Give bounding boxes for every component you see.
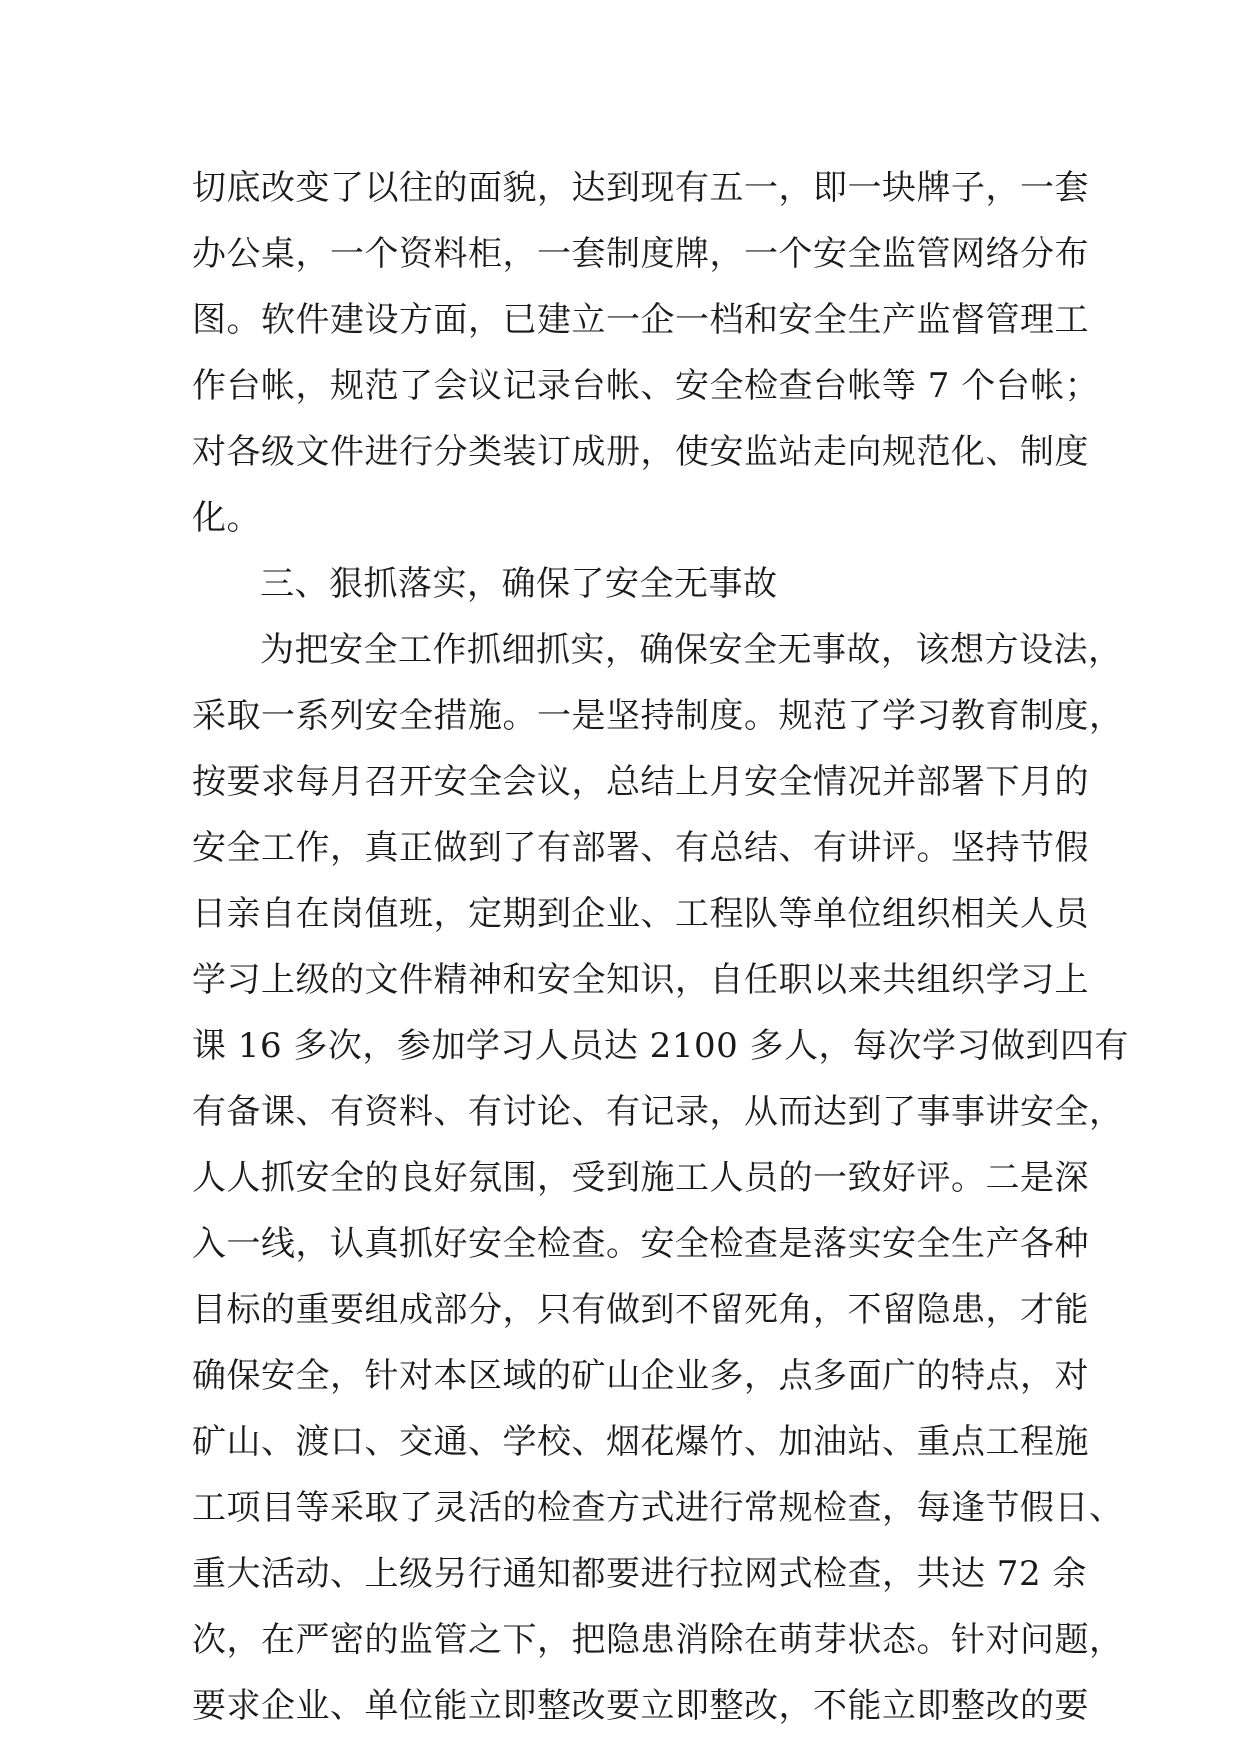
text-line: 目标的重要组成部分，只有做到不留死角，不留隐患，才能 [192,1290,1089,1330]
text-line: 矿山、渡口、交通、学校、烟花爆竹、加油站、重点工程施 [192,1422,1089,1462]
text-line: 按要求每月召开安全会议，总结上月安全情况并部署下月的 [192,762,1089,802]
text-line: 日亲自在岗值班，定期到企业、工程队等单位组织相关人员 [192,894,1089,934]
text-line: 采取一系列安全措施。一是坚持制度。规范了学习教育制度， [192,696,1124,736]
text-line: 作台帐，规范了会议记录台帐、安全检查台帐等 7 个台帐； [192,366,1100,406]
text-line: 工项目等采取了灵活的检查方式进行常规检查，每逢节假日、 [192,1488,1124,1528]
text-line: 安全工作，真正做到了有部署、有总结、有讲评。坚持节假 [192,828,1089,868]
section-heading: 三、狠抓落实，确保了安全无事故 [260,564,778,604]
text-line: 入一线，认真抓好安全检查。安全检查是落实安全生产各种 [192,1224,1089,1264]
text-line: 办公桌，一个资料柜，一套制度牌，一个安全监管网络分布 [192,234,1089,274]
text-line: 确保安全，针对本区域的矿山企业多，点多面广的特点，对 [192,1356,1089,1396]
text-line: 有备课、有资料、有讨论、有记录，从而达到了事事讲安全， [192,1092,1124,1132]
text-line: 图。软件建设方面，已建立一企一档和安全生产监督管理工 [192,300,1089,340]
text-line: 对各级文件进行分类装订成册，使安监站走向规范化、制度 [192,432,1089,472]
text-line: 次，在严密的监管之下，把隐患消除在萌芽状态。针对问题， [192,1620,1124,1660]
text-line: 人人抓安全的良好氛围，受到施工人员的一致好评。二是深 [192,1158,1089,1198]
text-line: 重大活动、上级另行通知都要进行拉网式检查，共达 72 余 [192,1554,1087,1594]
text-line: 化。 [192,498,261,538]
text-line: 要求企业、单位能立即整改要立即整改，不能立即整改的要 [192,1686,1089,1726]
text-line: 切底改变了以往的面貌，达到现有五一，即一块牌子，一套 [192,168,1089,208]
text-line: 为把安全工作抓细抓实，确保安全无事故，该想方设法， [260,630,1123,670]
text-line: 学习上级的文件精神和安全知识，自任职以来共组织学习上 [192,960,1089,1000]
text-line: 课 16 多次，参加学习人员达 2100 多人，每次学习做到四有 [192,1026,1130,1066]
